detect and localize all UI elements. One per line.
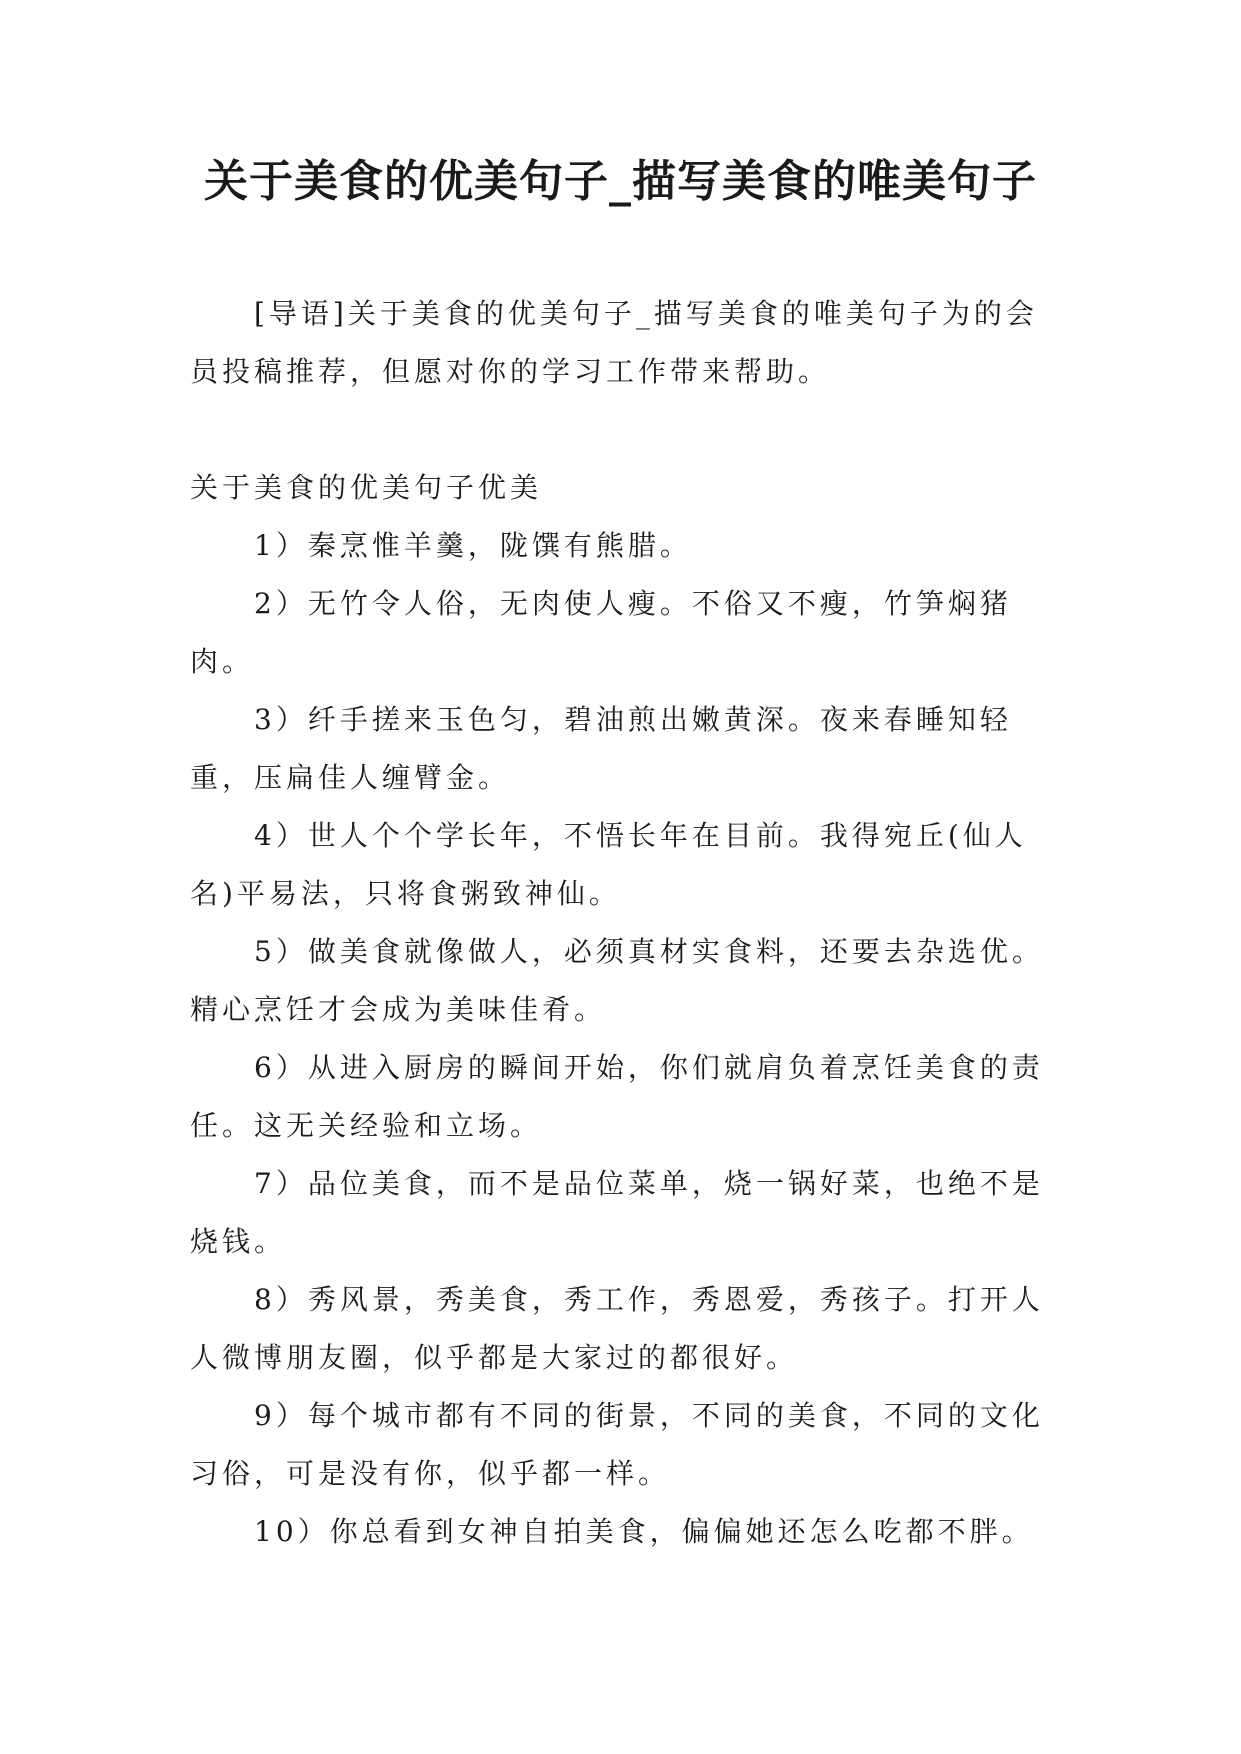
list-item: 10）你总看到女神自拍美食，偏偏她还怎么吃都不胖。: [254, 1515, 1034, 1548]
list-item: 4）世人个个学长年，不悟长年在目前。我得宛丘(仙人名)平易法，只将食粥致神仙。: [190, 819, 1027, 910]
intro-paragraph: [导语]关于美食的优美句子_描写美食的唯美句子为的会员投稿推荐，但愿对你的学习工作带来帮助。: [190, 297, 1038, 388]
list-item: 3）纤手搓来玉色匀，碧油煎出嫩黄深。夜来春睡知轻重，压扁佳人缠臂金。: [190, 703, 1012, 794]
list-item: 8）秀风景，秀美食，秀工作，秀恩爱，秀孩子。打开人人微博朋友圈，似乎都是大家过的都很好。: [190, 1283, 1044, 1374]
document-body: [190, 285, 1054, 1561]
list-item: 1）秦烹惟羊羹，陇馔有熊腊。: [254, 529, 692, 562]
list-item: 2）无竹令人俗，无肉使人瘦。不俗又不瘦，竹笋焖猪肉。: [190, 587, 1012, 678]
section-heading: 关于美食的优美句子优美: [190, 471, 543, 504]
list-item: 7）品位美食，而不是品位菜单，烧一锅好菜，也绝不是烧钱。: [190, 1167, 1044, 1258]
list-item: 6）从进入厨房的瞬间开始，你们就肩负着烹饪美食的责任。这无关经验和立场。: [190, 1051, 1044, 1142]
document-title: 关于美食的优美句子_描写美食的唯美句子: [204, 156, 1037, 207]
list-item: 9）每个城市都有不同的街景，不同的美食，不同的文化习俗，可是没有你，似乎都一样。: [190, 1399, 1044, 1490]
list-item: 5）做美食就像做人，必须真材实食料，还要去杂选优。精心烹饪才会成为美味佳肴。: [190, 935, 1044, 1026]
